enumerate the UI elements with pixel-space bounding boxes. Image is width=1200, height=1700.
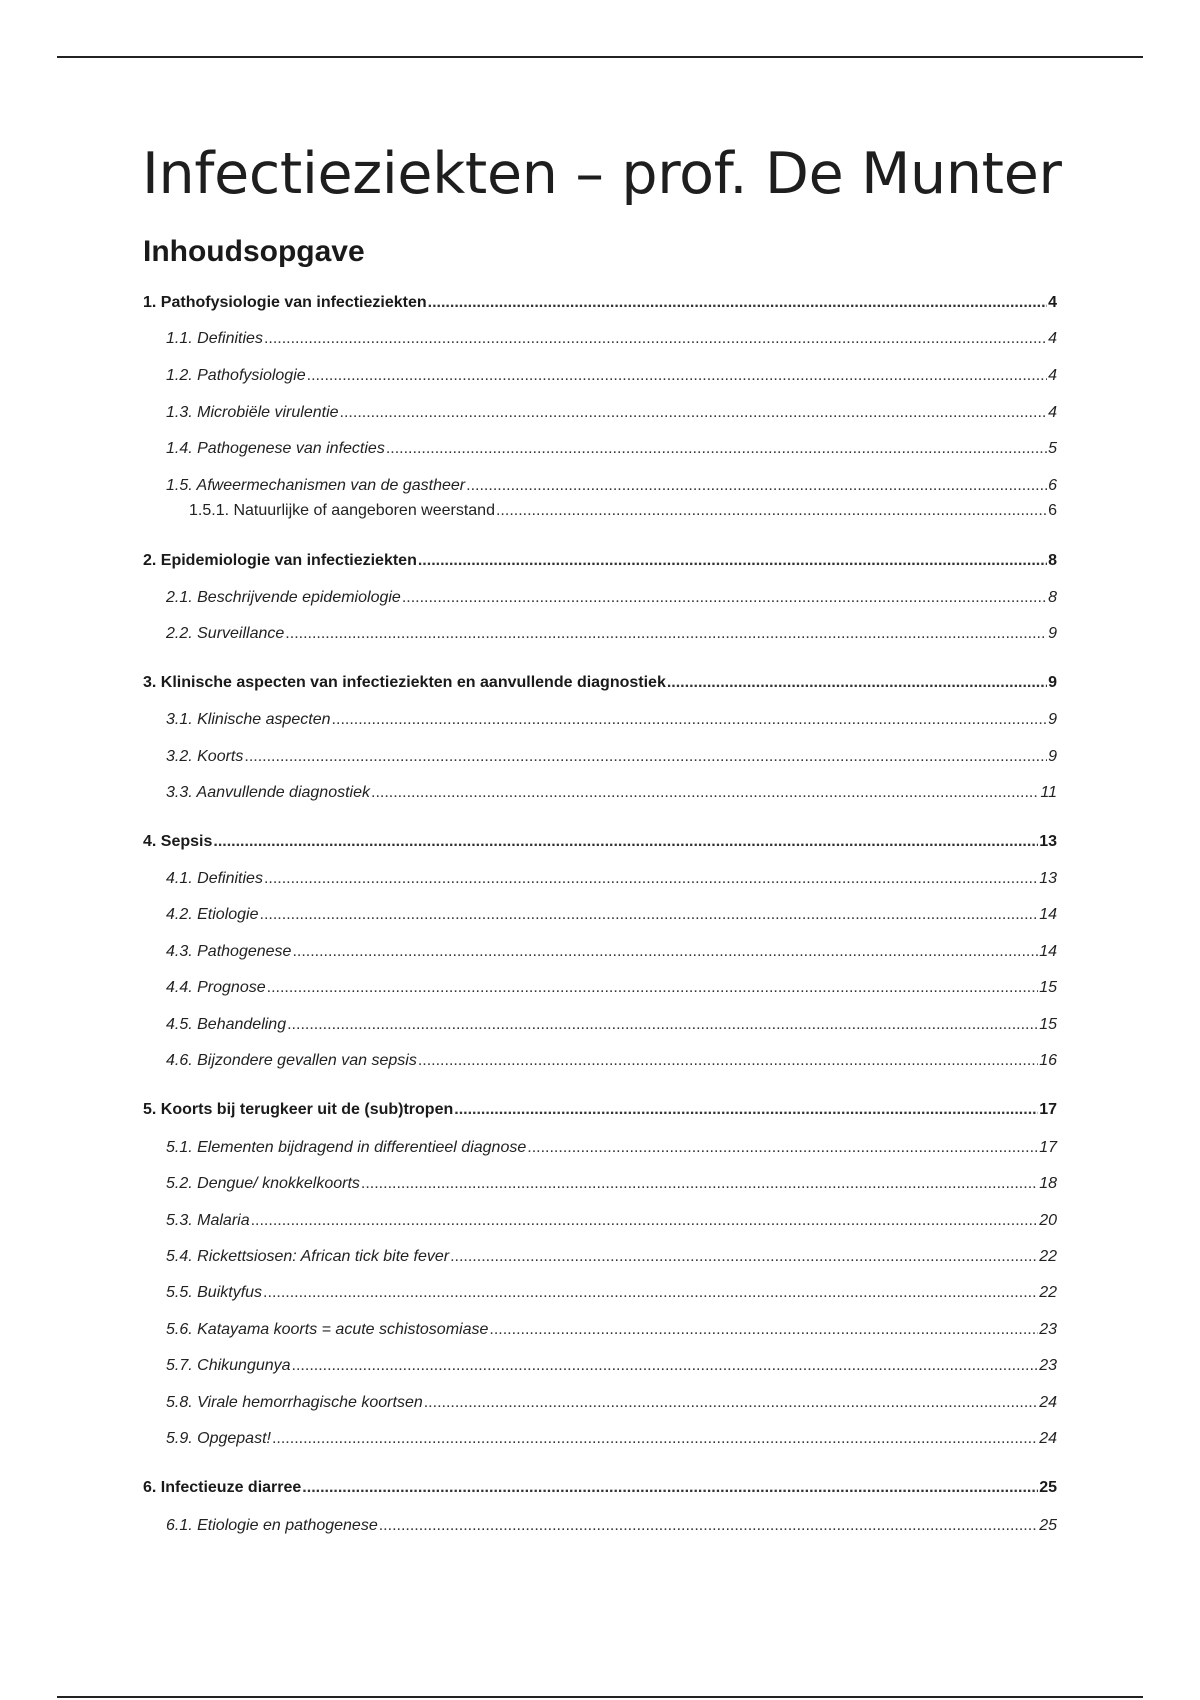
toc-entry-page: 25 xyxy=(1039,1479,1057,1496)
toc-entry-label: 5.2. Dengue/ knokkelkoorts xyxy=(166,1175,360,1192)
toc-leader xyxy=(340,404,1048,422)
toc-entry-1-4[interactable] xyxy=(166,440,1057,458)
toc-entry-2-1[interactable] xyxy=(166,589,1057,607)
toc-entry-label: 5.7. Chikungunya xyxy=(166,1357,291,1374)
toc-entry-page: 25 xyxy=(1039,1517,1057,1534)
toc-entry-page: 4 xyxy=(1048,404,1057,421)
toc-entry-4-1[interactable] xyxy=(166,870,1057,888)
toc-entry-label: 3.1. Klinische aspecten xyxy=(166,711,331,728)
toc-heading: Inhoudsopgave xyxy=(143,235,365,268)
toc-entry-page: 5 xyxy=(1048,440,1057,457)
toc-entry-label: 2.2. Surveillance xyxy=(166,625,285,642)
toc-entry-page: 18 xyxy=(1039,1175,1057,1192)
toc-entry-page: 15 xyxy=(1039,979,1057,996)
toc-entry-5-5[interactable] xyxy=(166,1284,1057,1302)
toc-entry-label: 1.4. Pathogenese van infecties xyxy=(166,440,385,457)
toc-entry-3[interactable] xyxy=(143,674,1057,692)
toc-entry-label: 2. Epidemiologie van infectieziekten xyxy=(143,552,417,569)
toc-entry-label: 5.5. Buiktyfus xyxy=(166,1284,263,1301)
toc-leader xyxy=(418,552,1047,570)
toc-leader xyxy=(466,477,1047,495)
toc-entry-page: 17 xyxy=(1039,1139,1057,1156)
toc-entry-label: 1.1. Definities xyxy=(166,330,263,347)
toc-entry-label: 5.6. Katayama koorts = acute schistosomiase xyxy=(166,1321,489,1338)
toc-entry-4-6[interactable] xyxy=(166,1052,1057,1070)
toc-entry-page: 4 xyxy=(1048,294,1057,311)
toc-entry-page: 9 xyxy=(1048,711,1057,728)
toc-leader xyxy=(489,1321,1038,1339)
toc-leader xyxy=(251,1212,1039,1230)
toc-leader xyxy=(287,1016,1038,1034)
toc-entry-5-7[interactable] xyxy=(166,1357,1057,1375)
toc-entry-5-3[interactable] xyxy=(166,1212,1057,1230)
toc-entry-page: 4 xyxy=(1048,367,1057,384)
toc-entry-3-2[interactable] xyxy=(166,748,1057,766)
toc-leader xyxy=(302,1479,1038,1497)
toc-entry-label: 5.3. Malaria xyxy=(166,1212,250,1229)
toc-entry-page: 23 xyxy=(1039,1357,1057,1374)
toc-leader xyxy=(307,367,1047,385)
toc-entry-2-2[interactable] xyxy=(166,625,1057,643)
toc-leader xyxy=(379,1517,1038,1535)
toc-entry-label: 1.3. Microbiële virulentie xyxy=(166,404,339,421)
toc-entry-4-5[interactable] xyxy=(166,1016,1057,1034)
toc-entry-1-2[interactable] xyxy=(166,367,1057,385)
toc-entry-page: 20 xyxy=(1039,1212,1057,1229)
toc-entry-1[interactable] xyxy=(143,294,1057,312)
toc-entry-3-1[interactable] xyxy=(166,711,1057,729)
toc-leader xyxy=(667,674,1047,692)
toc-leader xyxy=(272,1430,1038,1448)
toc-leader xyxy=(418,1052,1038,1070)
toc-entry-5-4[interactable] xyxy=(166,1248,1057,1266)
toc-entry-label: 1.2. Pathofysiologie xyxy=(166,367,306,384)
toc-entry-4[interactable] xyxy=(143,833,1057,851)
toc-entry-label: 6.1. Etiologie en pathogenese xyxy=(166,1517,378,1534)
toc-entry-label: 5.8. Virale hemorrhagische koortsen xyxy=(166,1394,423,1411)
toc-entry-label: 5.1. Elementen bijdragend in differentieel diagnose xyxy=(166,1139,527,1156)
toc-entry-label: 4.3. Pathogenese xyxy=(166,943,292,960)
toc-entry-2[interactable] xyxy=(143,552,1057,570)
toc-entry-page: 6 xyxy=(1048,477,1057,494)
toc-entry-label: 1. Pathofysiologie van infectieziekten xyxy=(143,294,427,311)
toc-entry-5-8[interactable] xyxy=(166,1394,1057,1412)
toc-leader xyxy=(292,1357,1039,1375)
toc-entry-5-1[interactable] xyxy=(166,1139,1057,1157)
toc-leader xyxy=(361,1175,1038,1193)
toc-entry-label: 4.6. Bijzondere gevallen van sepsis xyxy=(166,1052,417,1069)
toc-leader xyxy=(292,943,1038,961)
toc-entry-5-2[interactable] xyxy=(166,1175,1057,1193)
toc-entry-page: 8 xyxy=(1048,589,1057,606)
toc-entry-4-3[interactable] xyxy=(166,943,1057,961)
header-rule xyxy=(57,56,1143,58)
toc-entry-3-3[interactable] xyxy=(166,784,1057,802)
toc-entry-label: 5.9. Opgepast! xyxy=(166,1430,271,1447)
toc-leader xyxy=(244,748,1047,766)
toc-entry-page: 16 xyxy=(1039,1052,1057,1069)
toc-leader xyxy=(285,625,1047,643)
toc-entry-page: 4 xyxy=(1048,330,1057,347)
toc-entry-page: 24 xyxy=(1039,1430,1057,1447)
footer-rule xyxy=(57,1696,1143,1698)
toc-leader xyxy=(454,1101,1038,1119)
toc-leader xyxy=(496,502,1047,520)
toc-entry-1-5-1[interactable] xyxy=(189,502,1057,520)
toc-leader xyxy=(527,1139,1038,1157)
toc-entry-label: 3.2. Koorts xyxy=(166,748,244,765)
toc-entry-label: 3.3. Aanvullende diagnostiek xyxy=(166,784,370,801)
toc-entry-page: 14 xyxy=(1039,943,1057,960)
toc-leader xyxy=(332,711,1048,729)
toc-entry-page: 23 xyxy=(1039,1321,1057,1338)
toc-entry-page: 6 xyxy=(1048,502,1057,519)
toc-entry-page: 22 xyxy=(1039,1284,1057,1301)
toc-entry-label: 6. Infectieuze diarree xyxy=(143,1479,302,1496)
toc-entry-1-1[interactable] xyxy=(166,330,1057,348)
toc-entry-page: 9 xyxy=(1048,674,1057,691)
toc-entry-page: 9 xyxy=(1048,625,1057,642)
toc-leader xyxy=(264,870,1038,888)
toc-entry-5-6[interactable] xyxy=(166,1321,1057,1339)
toc-entry-6-1[interactable] xyxy=(166,1517,1057,1535)
toc-entry-page: 24 xyxy=(1039,1394,1057,1411)
toc-leader xyxy=(402,589,1047,607)
toc-entry-label: 4.1. Definities xyxy=(166,870,263,887)
toc-leader xyxy=(260,906,1039,924)
toc-leader xyxy=(264,330,1047,348)
toc-entry-label: 3. Klinische aspecten van infectieziekten en aanvullende diagnostiek xyxy=(143,674,666,691)
toc-entry-label: 1.5. Afweermechanismen van de gastheer xyxy=(166,477,466,494)
toc-entry-label: 4.5. Behandeling xyxy=(166,1016,287,1033)
toc-entry-label: 4.4. Prognose xyxy=(166,979,266,996)
toc-entry-page: 17 xyxy=(1039,1101,1057,1118)
toc-entry-label: 5.4. Rickettsiosen: African tick bite fever xyxy=(166,1248,450,1265)
toc-leader xyxy=(371,784,1039,802)
toc-entry-4-4[interactable] xyxy=(166,979,1057,997)
toc-leader xyxy=(386,440,1047,458)
toc-leader xyxy=(267,979,1039,997)
toc-entry-page: 13 xyxy=(1039,870,1057,887)
toc-entry-page: 15 xyxy=(1039,1016,1057,1033)
toc-entry-page: 22 xyxy=(1039,1248,1057,1265)
toc-entry-6[interactable] xyxy=(143,1479,1057,1497)
toc-entry-label: 4. Sepsis xyxy=(143,833,213,850)
toc-entry-label: 4.2. Etiologie xyxy=(166,906,259,923)
toc-entry-label: 1.5.1. Natuurlijke of aangeboren weerstand xyxy=(189,502,495,519)
toc-entry-label: 2.1. Beschrijvende epidemiologie xyxy=(166,589,401,606)
toc-entry-5-9[interactable] xyxy=(166,1430,1057,1448)
toc-entry-page: 11 xyxy=(1040,784,1057,801)
toc-entry-page: 9 xyxy=(1048,748,1057,765)
document-title: Infectieziekten – prof. De Munter xyxy=(142,141,1062,207)
toc-entry-1-3[interactable] xyxy=(166,404,1057,422)
toc-entry-page: 13 xyxy=(1039,833,1057,850)
toc-leader xyxy=(450,1248,1038,1266)
toc-entry-5[interactable] xyxy=(143,1101,1057,1119)
toc-entry-page: 14 xyxy=(1039,906,1057,923)
toc-entry-4-2[interactable] xyxy=(166,906,1057,924)
toc-entry-page: 8 xyxy=(1048,552,1057,569)
toc-entry-label: 5. Koorts bij terugkeer uit de (sub)tropen xyxy=(143,1101,454,1118)
toc-entry-1-5[interactable] xyxy=(166,477,1057,495)
toc-leader xyxy=(213,833,1038,851)
toc-leader xyxy=(263,1284,1038,1302)
toc-leader xyxy=(424,1394,1038,1412)
toc-leader xyxy=(428,294,1047,312)
